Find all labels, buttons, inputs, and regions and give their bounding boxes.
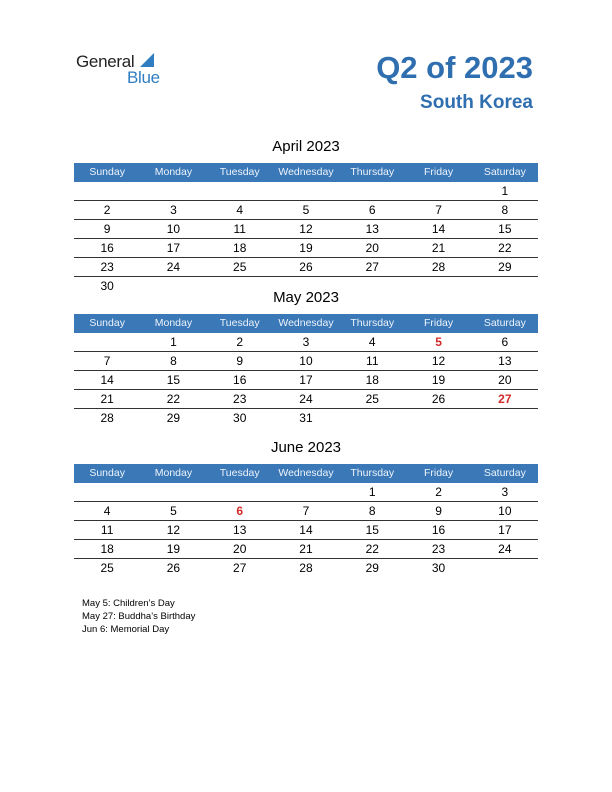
weekday-header-row bbox=[74, 163, 538, 182]
weekday-label: Friday bbox=[423, 467, 454, 479]
day-cell: 1 bbox=[501, 184, 509, 198]
weekday-label: Wednesday bbox=[278, 317, 334, 329]
day-cell: 4 bbox=[103, 504, 111, 518]
weekday-label: Sunday bbox=[89, 166, 125, 178]
day-cell: 12 bbox=[166, 523, 181, 537]
day-cell: 15 bbox=[365, 523, 379, 537]
weekday-label: Monday bbox=[154, 317, 193, 329]
day-cell: 5 bbox=[302, 203, 310, 217]
day-cell: 30 bbox=[100, 279, 114, 293]
day-cell: 4 bbox=[368, 335, 376, 349]
day-cell: 14 bbox=[100, 373, 114, 387]
day-cell: 29 bbox=[365, 561, 379, 575]
weekday-label: Monday bbox=[154, 166, 193, 178]
day-cell: 20 bbox=[233, 542, 247, 556]
weekday-label: Saturday bbox=[483, 166, 526, 178]
day-cell: 31 bbox=[299, 411, 313, 425]
week-row bbox=[74, 483, 538, 502]
logo-triangle-icon bbox=[140, 53, 154, 67]
weekday-label: Tuesday bbox=[219, 166, 260, 178]
month-title: April 2023 bbox=[272, 138, 340, 155]
day-cell: 11 bbox=[233, 222, 246, 236]
day-cell: 17 bbox=[166, 241, 181, 255]
day-cell: 13 bbox=[498, 354, 512, 368]
day-cell: 17 bbox=[498, 523, 512, 537]
day-cell: 27 bbox=[498, 392, 512, 406]
weekday-label: Saturday bbox=[483, 317, 526, 329]
day-cell: 11 bbox=[366, 354, 379, 368]
week-row bbox=[74, 333, 538, 352]
day-cell: 10 bbox=[299, 354, 313, 368]
day-cell: 27 bbox=[233, 561, 247, 575]
day-cell: 26 bbox=[299, 260, 313, 274]
day-cell: 29 bbox=[498, 260, 512, 274]
day-cell: 25 bbox=[100, 561, 114, 575]
day-cell: 7 bbox=[435, 203, 442, 217]
day-cell: 2 bbox=[236, 335, 244, 349]
weekday-label: Sunday bbox=[89, 467, 125, 479]
month-calendar-june bbox=[74, 438, 538, 577]
day-cell bbox=[207, 182, 273, 200]
day-cell bbox=[405, 409, 471, 427]
day-cell: 23 bbox=[100, 260, 114, 274]
day-cell: 28 bbox=[100, 411, 114, 425]
day-cell: 27 bbox=[365, 260, 379, 274]
brand-logo bbox=[76, 52, 176, 88]
day-cell: 3 bbox=[170, 203, 177, 217]
weekday-header-row bbox=[74, 464, 538, 483]
day-cell: 25 bbox=[365, 392, 379, 406]
holiday-note: May 5: Children’s Day bbox=[82, 598, 175, 609]
weekday-label: Wednesday bbox=[278, 467, 334, 479]
day-cell: 2 bbox=[435, 485, 442, 499]
day-cell bbox=[207, 483, 273, 501]
day-cell: 9 bbox=[236, 354, 244, 368]
day-cell bbox=[74, 182, 140, 200]
day-cell: 23 bbox=[431, 542, 446, 556]
brand-word-general: General bbox=[76, 52, 135, 71]
day-cell: 4 bbox=[236, 203, 244, 217]
holiday-notes bbox=[82, 597, 195, 636]
day-cell: 16 bbox=[233, 373, 247, 387]
day-cell: 15 bbox=[498, 222, 512, 236]
day-cell: 5 bbox=[435, 335, 442, 349]
holiday-note: Jun 6: Memorial Day bbox=[82, 624, 170, 635]
day-cell: 22 bbox=[498, 241, 512, 255]
day-cell: 9 bbox=[103, 222, 111, 236]
day-cell bbox=[273, 483, 339, 501]
weekday-label: Friday bbox=[423, 166, 454, 178]
day-cell bbox=[472, 559, 538, 577]
day-cell: 7 bbox=[302, 504, 310, 518]
week-row bbox=[74, 239, 538, 258]
day-cell: 12 bbox=[431, 354, 446, 368]
day-cell: 14 bbox=[431, 222, 446, 236]
day-cell: 28 bbox=[299, 561, 313, 575]
day-cell: 21 bbox=[100, 392, 114, 406]
day-cell: 12 bbox=[299, 222, 313, 236]
day-cell: 13 bbox=[233, 523, 247, 537]
week-row bbox=[74, 201, 538, 220]
day-cell: 24 bbox=[498, 542, 512, 556]
day-cell: 19 bbox=[431, 373, 446, 387]
day-cell: 18 bbox=[100, 542, 114, 556]
weekday-label: Thursday bbox=[350, 166, 395, 178]
month-title: May 2023 bbox=[273, 289, 339, 306]
day-cell: 3 bbox=[302, 335, 310, 349]
day-cell bbox=[74, 483, 140, 501]
weekday-label: Tuesday bbox=[219, 317, 260, 329]
month-calendar-may bbox=[74, 288, 538, 427]
day-cell: 19 bbox=[299, 241, 313, 255]
week-row bbox=[74, 559, 538, 577]
day-cell: 11 bbox=[100, 523, 114, 537]
day-cell: 14 bbox=[299, 523, 313, 537]
day-cell: 18 bbox=[365, 373, 379, 387]
day-cell: 20 bbox=[498, 373, 512, 387]
day-cell: 8 bbox=[170, 354, 177, 368]
day-cell bbox=[339, 409, 405, 427]
day-cell: 17 bbox=[299, 373, 313, 387]
week-row bbox=[74, 220, 538, 239]
weekday-label: Monday bbox=[154, 467, 193, 479]
month-calendar-april bbox=[74, 137, 538, 295]
day-cell: 7 bbox=[103, 354, 111, 368]
day-cell: 22 bbox=[166, 392, 181, 406]
page-title: Q2 of 2023 bbox=[376, 50, 533, 85]
day-cell bbox=[405, 182, 471, 200]
day-cell: 6 bbox=[236, 504, 244, 518]
day-cell: 13 bbox=[365, 222, 379, 236]
day-cell bbox=[472, 409, 538, 427]
weekday-header-row bbox=[74, 314, 538, 333]
day-cell: 25 bbox=[233, 260, 247, 274]
week-row bbox=[74, 371, 538, 390]
day-cell: 19 bbox=[166, 542, 181, 556]
week-row bbox=[74, 182, 538, 201]
day-cell: 10 bbox=[166, 222, 181, 236]
day-cell: 8 bbox=[501, 203, 509, 217]
page-subtitle: South Korea bbox=[420, 92, 533, 113]
day-cell: 16 bbox=[100, 241, 114, 255]
weekday-label: Wednesday bbox=[278, 166, 334, 178]
week-row bbox=[74, 409, 538, 427]
day-cell: 1 bbox=[170, 335, 177, 349]
day-cell: 8 bbox=[368, 504, 376, 518]
week-row bbox=[74, 390, 538, 409]
day-cell: 23 bbox=[233, 392, 247, 406]
day-cell bbox=[140, 483, 206, 501]
day-cell: 18 bbox=[233, 241, 247, 255]
day-cell: 9 bbox=[435, 504, 442, 518]
month-title: June 2023 bbox=[270, 439, 342, 456]
brand-word-blue: Blue bbox=[127, 68, 160, 87]
day-cell: 16 bbox=[431, 523, 446, 537]
week-row bbox=[74, 352, 538, 371]
day-cell: 24 bbox=[166, 260, 181, 274]
day-cell bbox=[140, 182, 206, 200]
week-row bbox=[74, 502, 538, 521]
day-cell: 26 bbox=[431, 392, 446, 406]
day-cell: 24 bbox=[299, 392, 313, 406]
weekday-label: Tuesday bbox=[219, 467, 260, 479]
day-cell: 5 bbox=[170, 504, 177, 518]
day-cell: 22 bbox=[365, 542, 379, 556]
day-cell: 15 bbox=[166, 373, 181, 387]
weekday-label: Friday bbox=[423, 317, 454, 329]
week-row bbox=[74, 521, 538, 540]
holiday-note: May 27: Buddha’s Birthday bbox=[82, 611, 196, 622]
day-cell bbox=[273, 182, 339, 200]
day-cell: 1 bbox=[368, 485, 376, 499]
week-row bbox=[74, 540, 538, 559]
day-cell: 20 bbox=[365, 241, 379, 255]
day-cell: 30 bbox=[431, 561, 446, 575]
weekday-label: Saturday bbox=[483, 467, 526, 479]
weekday-label: Sunday bbox=[89, 317, 125, 329]
day-cell: 21 bbox=[299, 542, 313, 556]
day-cell: 26 bbox=[166, 561, 181, 575]
day-cell: 28 bbox=[431, 260, 446, 274]
week-row bbox=[74, 258, 538, 277]
weekday-label: Thursday bbox=[350, 467, 395, 479]
day-cell: 2 bbox=[103, 203, 111, 217]
day-cell: 30 bbox=[233, 411, 247, 425]
day-cell bbox=[74, 333, 140, 351]
day-cell: 6 bbox=[501, 335, 509, 349]
day-cell bbox=[339, 182, 405, 200]
weekday-label: Thursday bbox=[350, 317, 395, 329]
day-cell: 3 bbox=[501, 485, 509, 499]
day-cell: 29 bbox=[166, 411, 181, 425]
day-cell: 21 bbox=[431, 241, 446, 255]
day-cell: 10 bbox=[498, 504, 512, 518]
day-cell: 6 bbox=[368, 203, 376, 217]
